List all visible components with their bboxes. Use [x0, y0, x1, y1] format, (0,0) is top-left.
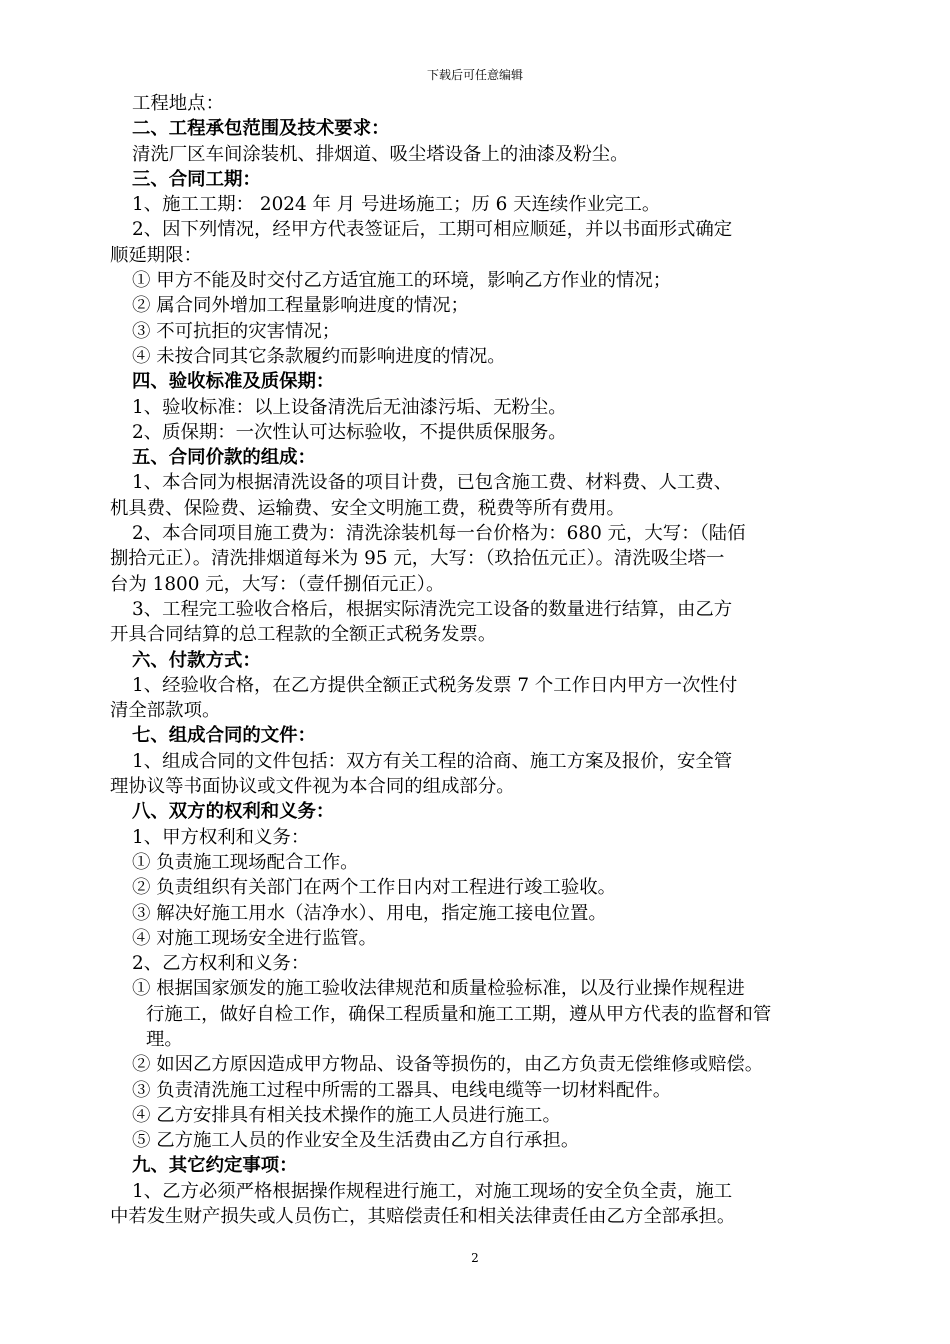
text-line: ② 属合同外增加工程量影响进度的情况； — [132, 295, 469, 317]
section-heading: 六、付款方式： — [132, 649, 261, 671]
text-line: 1、验收标准：以上设备清洗后无油漆污垢、无粉尘。 — [132, 396, 567, 418]
text-line: 机具费、保险费、运输费、安全文明施工费，税费等所有费用。 — [110, 497, 625, 519]
section-heading: 七、组成合同的文件： — [132, 725, 316, 747]
text-line: ② 如因乙方原因造成甲方物品、设备等损伤的，由乙方负责无偿维修或赔偿。 — [132, 1054, 764, 1076]
section-heading: 三、合同工期： — [132, 168, 261, 190]
section-heading: 五、合同价款的组成： — [132, 447, 316, 469]
text-line: ⑤ 乙方施工人员的作业安全及生活费由乙方自行承担。 — [132, 1130, 580, 1152]
text-line: 2、因下列情况，经甲方代表签证后，工期可相应顺延，并以书面形式确定 — [132, 219, 733, 241]
text-line: ③ 解决好施工用水（洁净水）、用电，指定施工接电位置。 — [132, 902, 607, 924]
text-line: 2、本合同项目施工费为：清洗涂装机每一台价格为：680 元，大写：（陆佰 — [132, 523, 746, 545]
text-line: 理协议等书面协议或文件视为本合同的组成部分。 — [110, 776, 515, 798]
text-line: 捌拾元正）。清洗排烟道每米为 95 元，大写：（玖拾伍元正）。清洗吸尘塔一 — [110, 548, 725, 570]
text-line: 1、经验收合格，在乙方提供全额正式税务发票 7 个工作日内甲方一次性付 — [132, 674, 738, 696]
text-line: 清洗厂区车间涂装机、排烟道、吸尘塔设备上的油漆及粉尘。 — [132, 143, 629, 165]
section-heading: 八、双方的权利和义务： — [132, 801, 335, 823]
text-line: ④ 未按合同其它条款履约而影响进度的情况。 — [132, 345, 506, 367]
text-line: ④ 对施工现场安全进行监管。 — [132, 927, 377, 949]
text-line: 清全部款项。 — [110, 700, 221, 722]
text-line: ① 甲方不能及时交付乙方适宜施工的环境，影响乙方作业的情况； — [132, 270, 672, 292]
text-line: ② 负责组织有关部门在两个工作日内对工程进行竣工验收。 — [132, 877, 617, 899]
text-line: 1、施工工期： 2024 年 月 号进场施工；历 6 天连续作业完工。 — [132, 194, 661, 216]
text-line: 中若发生财产损失或人员伤亡，其赔偿责任和相关法律责任由乙方全部承担。 — [110, 1206, 736, 1228]
text-line: 3、工程完工验收合格后，根据实际清洗完工设备的数量进行结算，由乙方 — [132, 598, 733, 620]
text-line: 2、乙方权利和义务： — [132, 953, 310, 975]
text-line: 1、乙方必须严格根据操作规程进行施工，对施工现场的安全负全责，施工 — [132, 1180, 733, 1202]
text-line: 1、甲方权利和义务： — [132, 826, 310, 848]
text-line: ① 根据国家颁发的施工验收法律规范和质量检验标准，以及行业操作规程进 — [132, 978, 745, 1000]
text-line: 顺延期限： — [110, 244, 202, 266]
page-number: 2 — [471, 1251, 479, 1265]
text-line: 工程地点： — [132, 93, 224, 114]
header-note: 下载后可任意编辑 — [426, 68, 523, 82]
text-line: ① 负责施工现场配合工作。 — [132, 851, 359, 873]
text-line: 1、本合同为根据清洗设备的项目计费，已包含施工费、材料费、人工费、 — [132, 472, 733, 494]
text-line: 行施工，做好自检工作，确保工程质量和施工工期，遵从甲方代表的监督和管 — [146, 1003, 772, 1025]
section-heading: 九、其它约定事项： — [132, 1155, 298, 1177]
text-line: ④ 乙方安排具有相关技术操作的施工人员进行施工。 — [132, 1104, 561, 1126]
text-line: 1、组成合同的文件包括：双方有关工程的洽商、施工方案及报价，安全管 — [132, 750, 733, 772]
text-line: 理。 — [146, 1028, 183, 1050]
section-heading: 二、工程承包范围及技术要求： — [132, 118, 390, 140]
text-line: 台为 1800 元，大写：（壹仟捌佰元正）。 — [110, 573, 445, 595]
text-line: ③ 不可抗拒的灾害情况； — [132, 320, 341, 342]
text-line: 2、质保期：一次性认可达标验收，不提供质保服务。 — [132, 421, 567, 443]
text-line: 开具合同结算的总工程款的全额正式税务发票。 — [110, 624, 497, 646]
text-line: ③ 负责清洗施工过程中所需的工器具、电线电缆等一切材料配件。 — [132, 1079, 672, 1101]
document-body — [110, 91, 880, 1229]
section-heading: 四、验收标准及质保期： — [132, 371, 335, 393]
